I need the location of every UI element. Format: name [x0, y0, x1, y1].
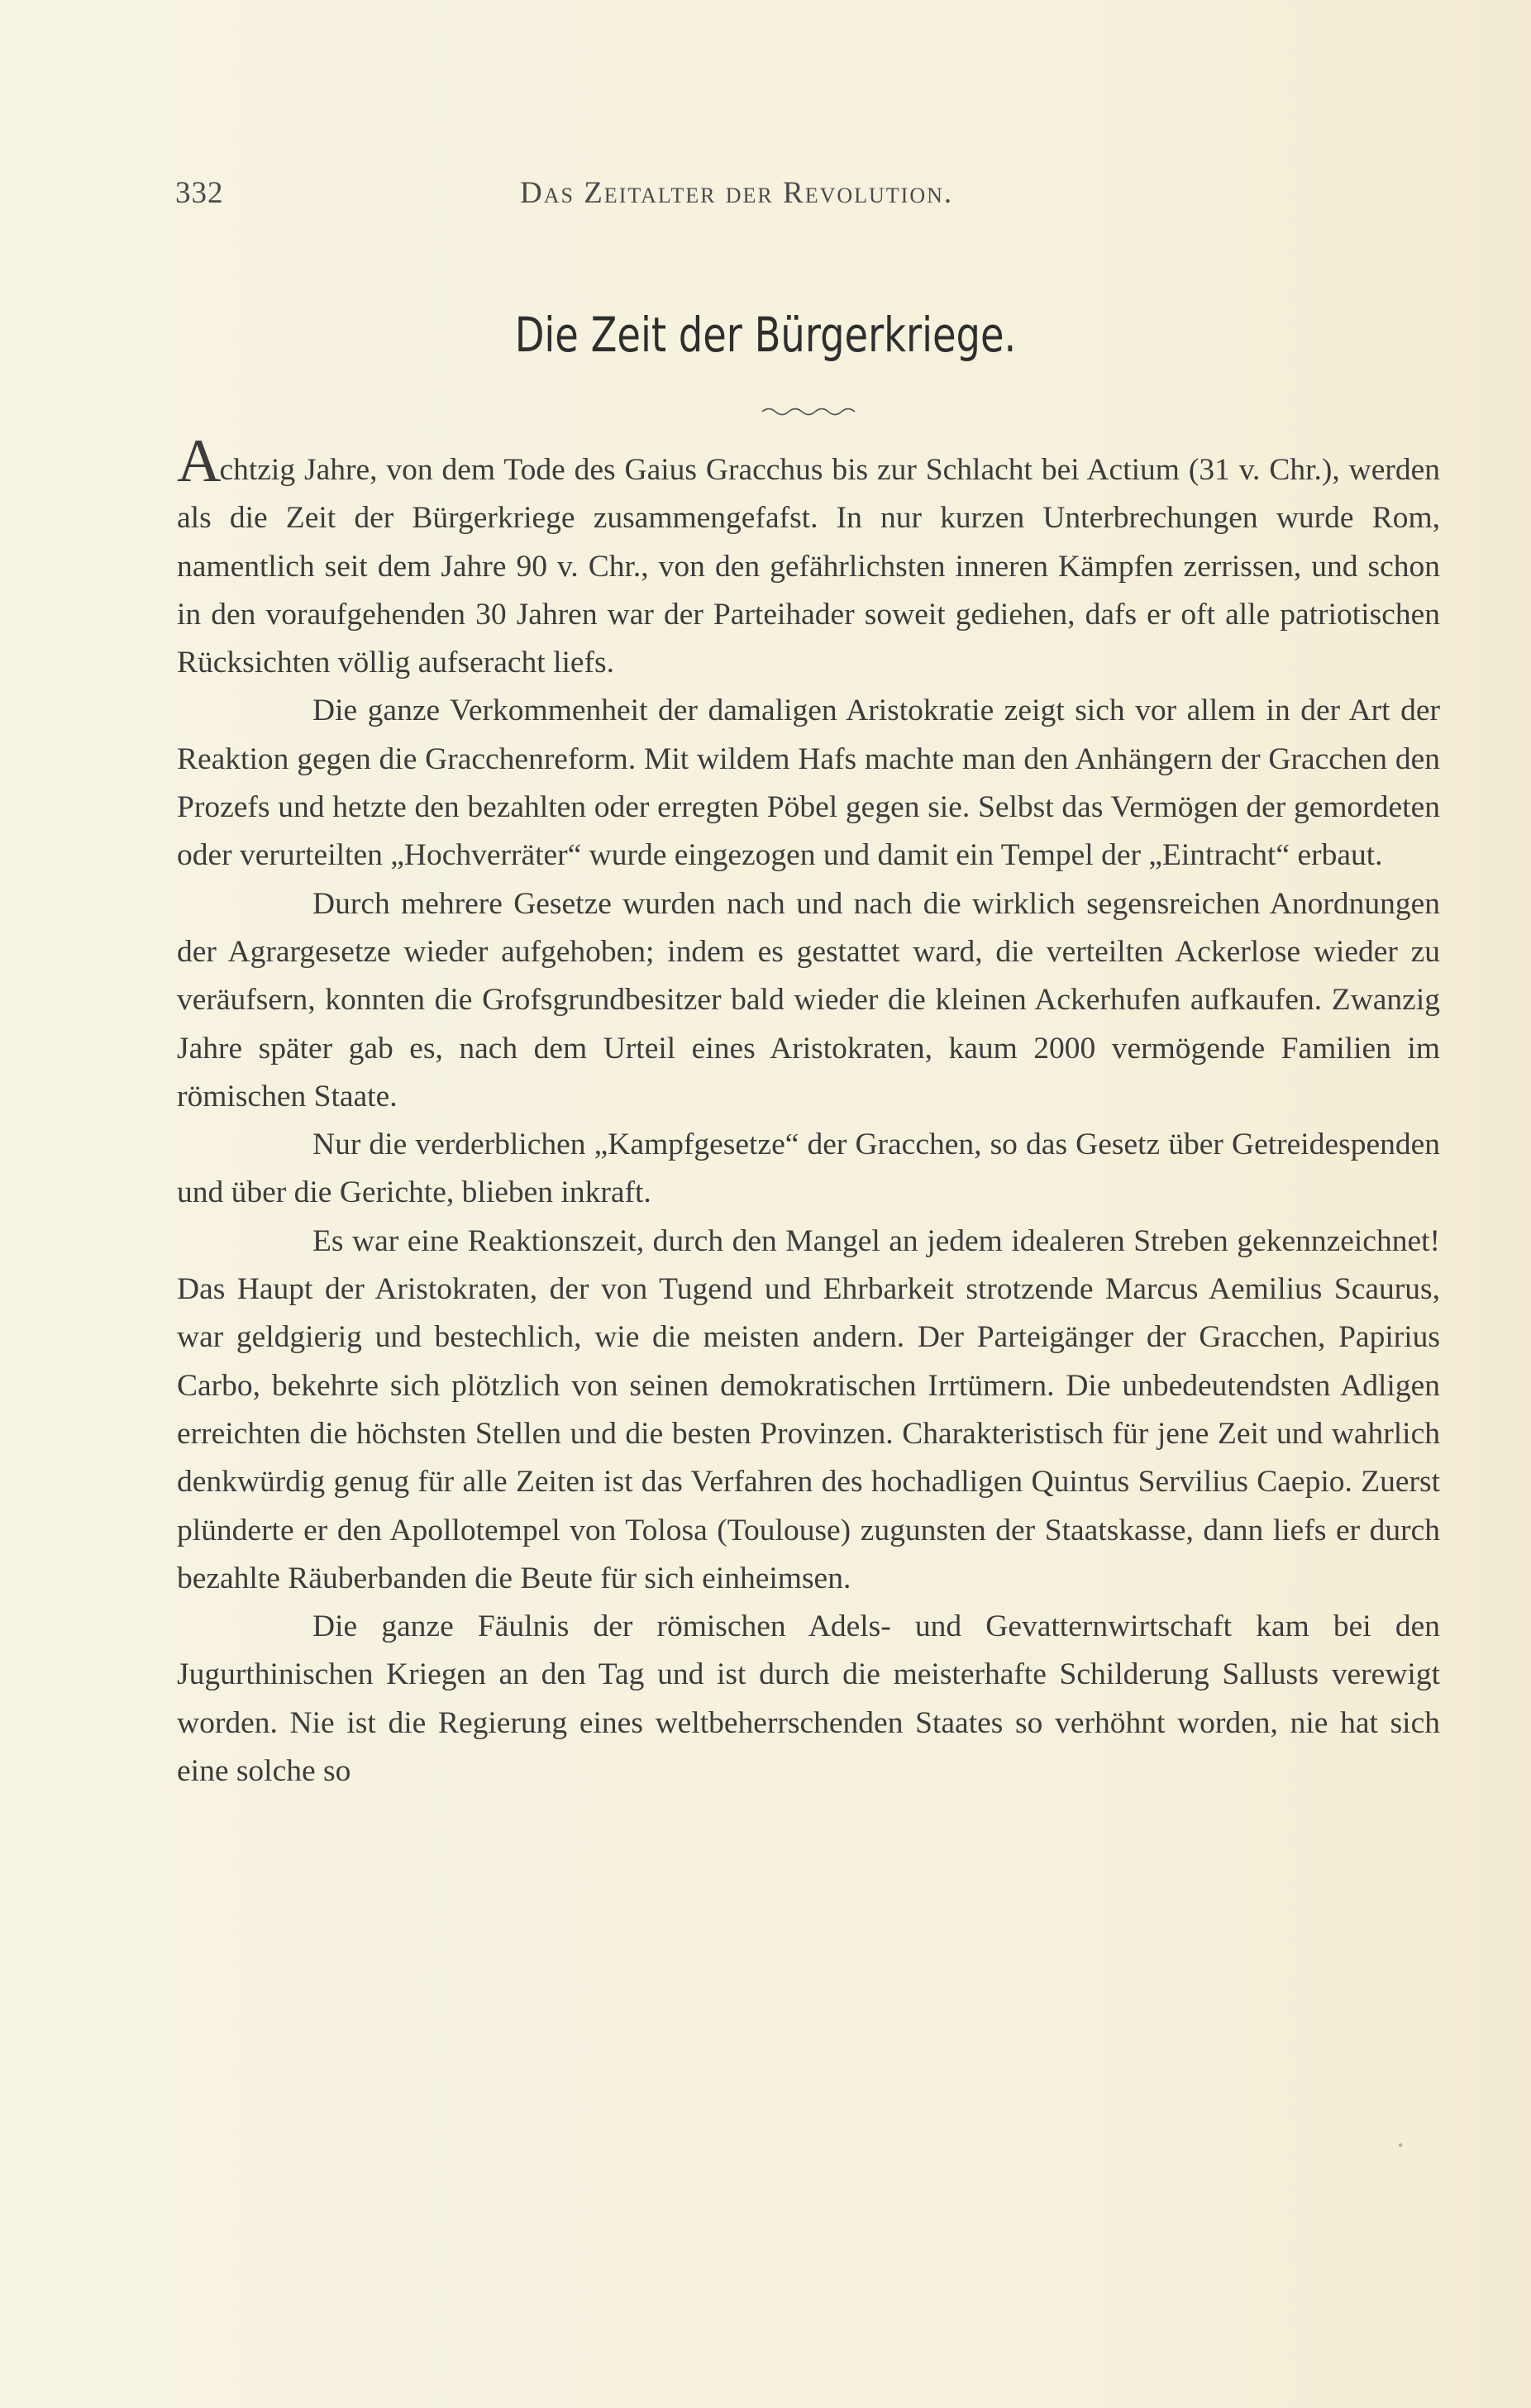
running-head	[175, 175, 1361, 217]
drop-cap: A	[177, 427, 220, 495]
page-number: 332	[175, 176, 224, 210]
paragraph: Durch mehrere Gesetze wurden nach und nach die wirklich segensreichen Anordnungen der Agrargesetze wieder aufgehoben; indem es gestattet ward, die verteilten Ackerlose wieder zu veräufsern, konnten die Grofsgrundbesitzer bald wieder die kleinen Ackerhufen aufkaufen. Zwanzig Jahre später gab es, nach dem Urteil eines Aristokraten, kaum 2000 vermögende Familien im römischen Staate.	[177, 886, 1440, 1113]
paragraph: Nur die verderblichen „Kampfgesetze“ der Gracchen, so das Gesetz über Getreidespenden und über die Gerichte, blieben inkraft.	[177, 1128, 1440, 1210]
paragraph-text: chtzig Jahre, von dem Tode des Gaius Gracchus bis zur Schlacht bei Actium (31 v. Chr.), werden als die Zeit der Bürgerkriege zusammengefafst. In nur kurzen Unterbrechungen wurde Rom, namentlich seit dem Jahre 90 v. Chr., von den gefährlichsten inneren Kämpfen zerrissen, und schon in den voraufgehenden 30 Jahren war der Parteihader soweit gediehen, dafs er oft alle patriotischen Rücksichten völlig aufseracht liefs.	[177, 453, 1440, 680]
chapter-title: Die Zeit der Bürgerkriege.	[514, 307, 1017, 363]
paragraph: Die ganze Verkommenheit der damaligen Aristokratie zeigt sich vor allem in der Art der Reaktion gegen die Gracchenreform. Mit wildem Hafs machte man den Anhängern der Gracchen den Prozefs und hetzte den bezahlten oder erregten Pöbel gegen sie. Selbst das Vermögen der gemordeten oder verurteilten „Hochverräter“ wurde eingezogen und damit ein Tempel der „Eintracht“ erbaut.	[177, 694, 1440, 873]
running-title: Das Zeitalter der Revolution.	[520, 176, 954, 210]
body-text	[177, 427, 1440, 1795]
paragraph: Es war eine Reaktionszeit, durch den Mangel an jedem idealeren Streben gekennzeichnet! Das Haupt der Aristokraten, der von Tugend und Ehrbarkeit strotzende Marcus Aemilius Scaurus, war geldgierig und bestechlich, wie die meisten andern. Der Parteigänger der Gracchen, Papirius Carbo, bekehrte sich plötzlich von seinen demokratischen Irrtümern. Die unbedeutendsten Adligen erreichten die höchsten Stellen und die besten Provinzen. Charakteristisch für jene Zeit und wahrlich denkwürdig genug für alle Zeiten ist das Verfahren des hochadligen Quintus Servilius Caepio. Zuerst plünderte er den Apollotempel von Tolosa (Toulouse) zugunsten der Staatskasse, dann liefs er durch bezahlte Räuberbanden die Beute für sich einheimsen.	[177, 1223, 1440, 1595]
paragraph: Die ganze Fäulnis der römischen Adels- und Gevatternwirtschaft kam bei den Jugurthinischen Kriegen an den Tag und ist durch die meisterhafte Schilderung Sallusts verewigt worden. Nie ist die Regierung eines weltbeherrschenden Staates so verhöhnt worden, nie hat sich eine solche so	[177, 1609, 1440, 1789]
paper-speck	[1399, 2143, 1402, 2147]
paragraph	[177, 427, 1440, 687]
ornament-divider-icon	[761, 403, 860, 417]
